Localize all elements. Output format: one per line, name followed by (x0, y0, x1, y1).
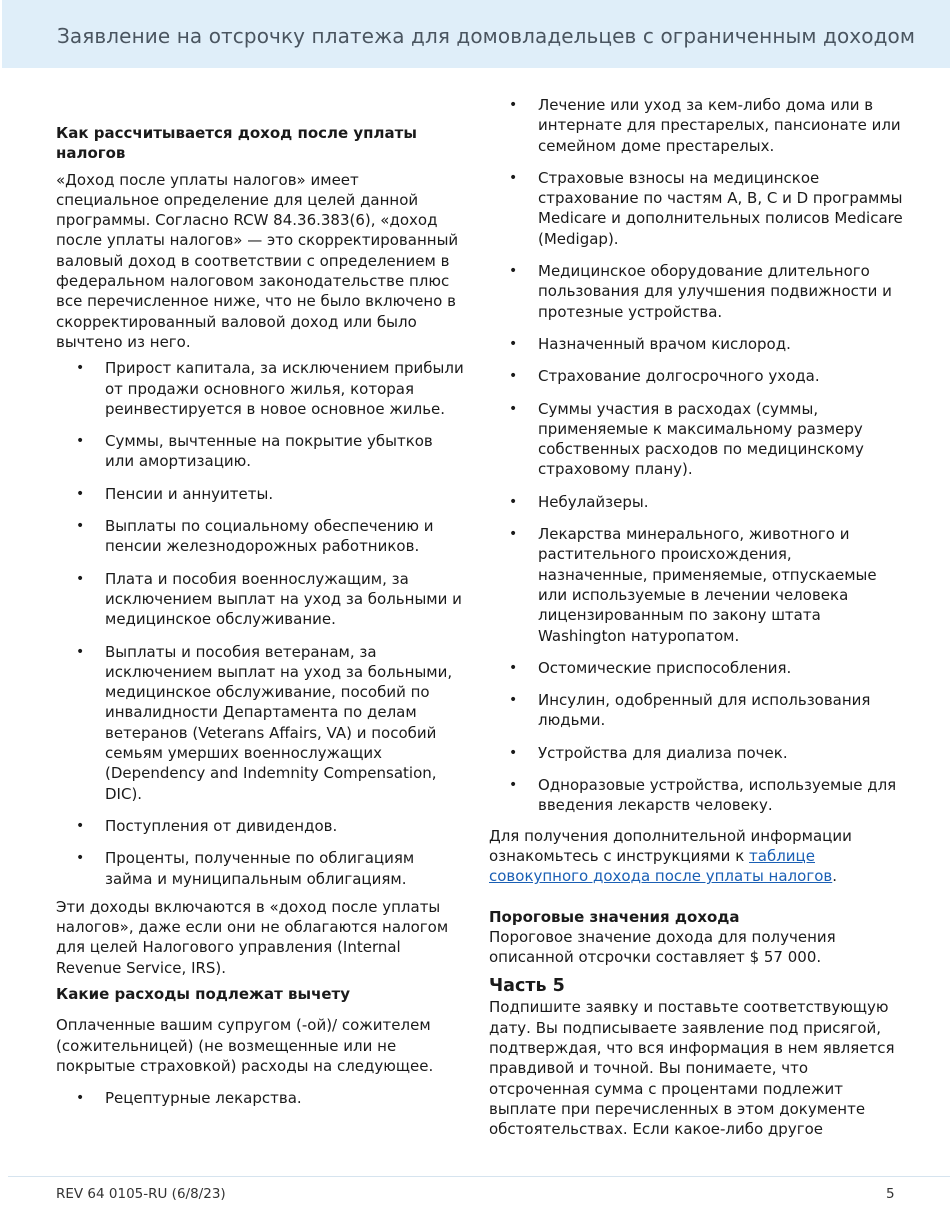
form-id: REV 64 0105-RU (6/8/23) (56, 1186, 226, 1202)
income-note-paragraph: Эти доходы включаются в «доход после уплаты налогов», даже если они не облагаются налогом для целей Налогового управления (Internal Revenue Service, IRS). (56, 897, 449, 977)
expense-list-item: • Инсулин, одобренный для использования людьми. (489, 690, 904, 731)
expenses-intro-paragraph: Оплаченные вашим супругом (-ой)/ сожителем (сожительницей) (не возмещенные или не покрытые страховкой) расходы на следующее. (56, 1016, 434, 1075)
expense-list-item: • Лекарства минерального, животного и растительного происхождения, назначенные, применяемые, отпускаемые или используемые в лечении человека лицензированным по закону штата Washington натуропатом. (489, 524, 904, 646)
income-list-item: • Поступления от дивидендов. (56, 816, 466, 836)
expense-list-item: • Небулайзеры. (489, 492, 904, 512)
income-list-item: • Плата и пособия военнослужащим, за исключением выплат на уход за больными и медицинское обслуживание. (56, 569, 466, 630)
expense-list-item: • Суммы участия в расходах (суммы, применяемые к максимальному размеру собственных расходов по медицинскому страховому плану). (489, 399, 904, 480)
part5-paragraph: Подпишите заявку и поставьте соответствующую дату. Вы подписываете заявление под присягой, подтверждая, что вся информация в нем является правдивой и точной. Вы понимаете, что отсроченная сумма с процентами подлежит выплате при перечисленных в этом документе обстоятельствах. Если какое-либо другое (489, 998, 895, 1139)
threshold-heading: Пороговые значения дохода (489, 907, 740, 926)
expense-list-item: • Медицинское оборудование длительного пользования для улучшения подвижности и протезные устройства. (489, 261, 904, 322)
page-title: Заявление на отсрочку платежа для домовладельцев с ограниченным доходом (57, 24, 916, 48)
footer-divider (8, 1176, 950, 1177)
threshold-paragraph: Пороговое значение дохода для получения описанной отсрочки составляет $ 57 000. (489, 927, 836, 967)
income-table-link[interactable]: таблице совокупного дохода после уплаты налогов (489, 846, 833, 886)
more-info-text: Для получения дополнительной информации ознакомьтесь с инструкциями к (489, 826, 852, 865)
expense-list-right (489, 95, 904, 816)
income-list (56, 358, 466, 889)
income-list-item: • Суммы, вычтенные на покрытие убытков или амортизацию. (56, 431, 466, 472)
section-heading-expenses: Какие расходы подлежат вычету (56, 984, 351, 1003)
page-header (2, 0, 950, 68)
more-info-paragraph (489, 826, 904, 887)
part5-heading: Часть 5 (489, 976, 565, 997)
expense-list-item: • Страховые взносы на медицинское страхование по частям A, B, C и D программы Medicare и дополнительных полисов Medicare (Medigap). (489, 168, 904, 249)
income-list-item: • Проценты, полученные по облигациям займа и муниципальным облигациям. (56, 848, 466, 889)
income-list-item: • Выплаты и пособия ветеранам, за исключением выплат на уход за больными, медицинское обслуживание, пособий по инвалидности Департамента по делам ветеранов (Veterans Affairs, VA) и пособий семьям умерших военнослужащих (Dependency and Indemnity Compensation, DIC). (56, 642, 466, 804)
more-info-end: . (832, 867, 838, 886)
expense-list-item: • Назначенный врачом кислород. (489, 334, 904, 354)
left-column (56, 123, 466, 1108)
income-list-item: • Выплаты по социальному обеспечению и пенсии железнодорожных работников. (56, 516, 466, 557)
expense-list-item: • Одноразовые устройства, используемые для введения лекарств человеку. (489, 775, 904, 816)
section-heading-income: Как рассчитывается доход после уплаты налогов (56, 124, 417, 163)
page-number: 5 (886, 1186, 895, 1202)
income-definition-paragraph: «Доход после уплаты налогов» имеет специальное определение для целей данной программы. Согласно RCW 84.36.383(6), «доход после уплаты налогов» — это скорректированный валовый доход в соответствии с определением в федеральном налоговом законодательстве плюс все перечисленное ниже, что не было включено в скорректированный валовой доход или было вычтено из него. (56, 170, 459, 351)
income-list-item: • Пенсии и аннуитеты. (56, 484, 466, 504)
expense-list-item: • Страхование долгосрочного ухода. (489, 366, 904, 386)
income-list-item: • Прирост капитала, за исключением прибыли от продажи основного жилья, которая реинвестируется в новое основное жилье. (56, 358, 466, 419)
expense-list-item: • Лечение или уход за кем-либо дома или в интернате для престарелых, пансионате или семейном доме престарелых. (489, 95, 904, 156)
expense-list-item: • Устройства для диализа почек. (489, 743, 904, 763)
expense-list-left (56, 1088, 466, 1108)
right-column (489, 95, 904, 1139)
expense-list-item: • Рецептурные лекарства. (56, 1088, 466, 1108)
expense-list-item: • Остомические приспособления. (489, 658, 904, 678)
